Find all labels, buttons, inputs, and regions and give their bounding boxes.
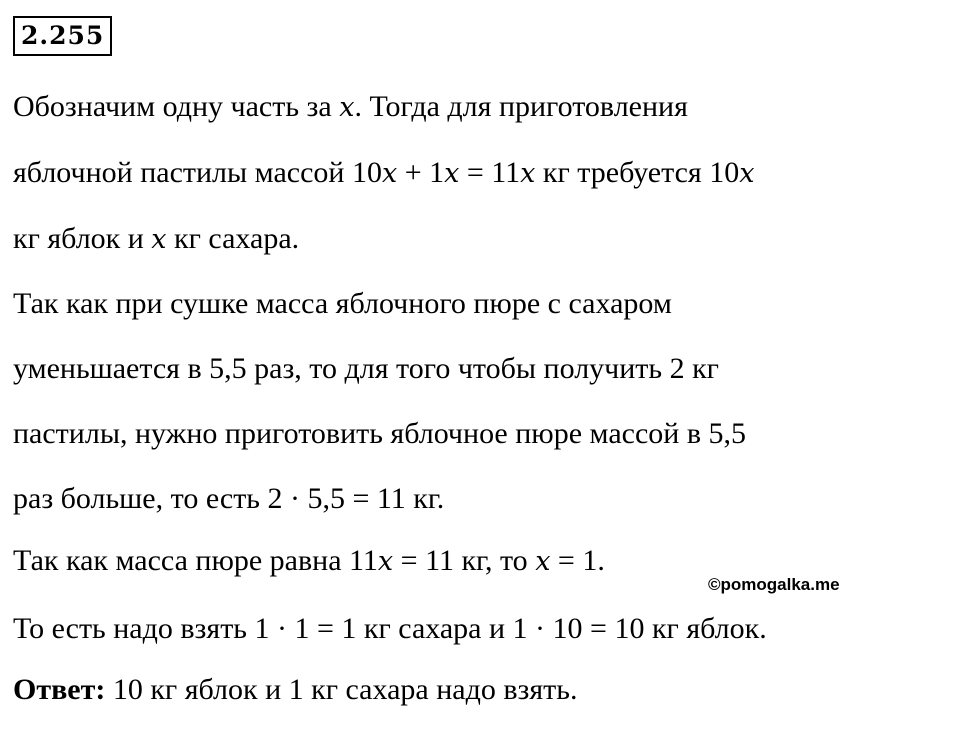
text-segment: яблочной пастилы массой 10 xyxy=(13,156,382,189)
text-segment: = 11 xyxy=(459,156,521,189)
variable-x: x xyxy=(535,546,551,577)
answer-label: Ответ: xyxy=(13,673,106,706)
text-segment: кг сахара. xyxy=(166,222,300,255)
text-segment: кг требуется 10 xyxy=(535,156,740,189)
solution-line-6: пастилы, нужно приготовить яблочное пюре массой в 5,5 xyxy=(13,417,746,450)
solution-line-2 xyxy=(13,153,754,194)
variable-x: x xyxy=(520,158,536,189)
variable-x: x xyxy=(151,224,167,255)
variable-x: x xyxy=(339,92,355,123)
variable-x: x xyxy=(444,158,460,189)
text-segment: = 11 кг, то xyxy=(393,544,536,577)
text-segment: . Тогда для приготовления xyxy=(354,90,688,123)
answer-line xyxy=(13,670,577,710)
text-segment: Обозначим одну часть за xyxy=(13,90,340,123)
text-segment: + 1 xyxy=(397,156,445,189)
answer-text: 10 кг яблок и 1 кг сахара надо взять. xyxy=(105,673,578,706)
solution-line-3 xyxy=(13,219,299,260)
variable-x: x xyxy=(739,158,755,189)
watermark: ©pomogalka.me xyxy=(708,575,840,594)
solution-line-7: раз больше, то есть 2 · 5,5 = 11 кг. xyxy=(13,482,445,515)
solution-line-8 xyxy=(13,541,605,582)
text-segment: = 1. xyxy=(550,544,605,577)
solution-line-5: уменьшается в 5,5 раз, то для того чтобы получить 2 кг xyxy=(13,352,719,385)
text-segment: Так как масса пюре равна 11 xyxy=(13,544,378,577)
solution-line-1 xyxy=(13,87,688,128)
solution-line-9: То есть надо взять 1 · 1 = 1 кг сахара и 1 · 10 = 10 кг яблок. xyxy=(13,612,767,645)
problem-number-box: 2.255 xyxy=(13,16,112,56)
variable-x: x xyxy=(377,546,394,577)
variable-x: x xyxy=(381,158,398,189)
text-segment: кг яблок и xyxy=(13,222,152,255)
solution-line-4: Так как при сушке масса яблочного пюре с сахаром xyxy=(13,287,672,320)
